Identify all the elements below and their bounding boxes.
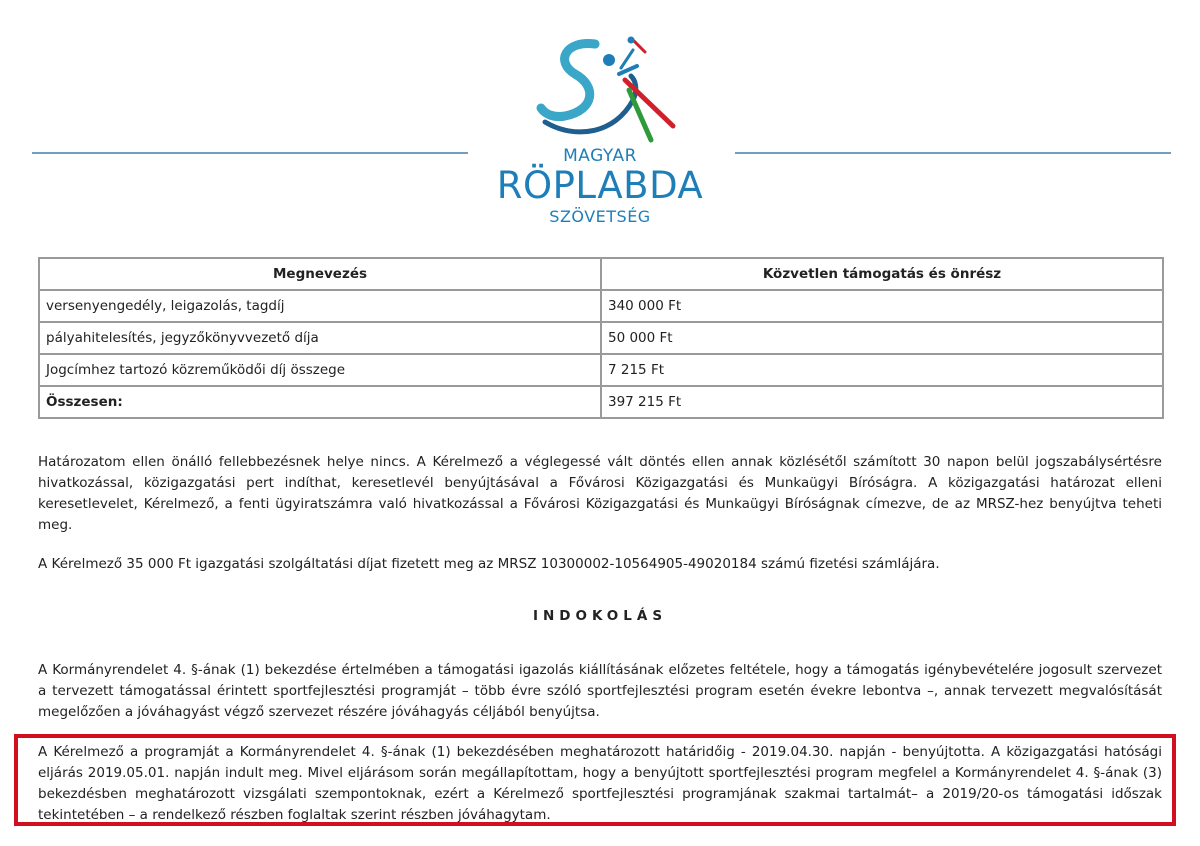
volleyball-player-logo-icon bbox=[525, 30, 695, 145]
section-heading-indokolas: INDOKOLÁS bbox=[532, 608, 668, 624]
highlighted-paragraph: A Kérelmező a programját a Kormányrendelet 4. §-ának (1) bekezdésében meghatározott határidőig - 2019.04.30. napján - benyújtotta. A közigazgatási hatósági eljárás 2019.05.01. napján indult meg. Mivel eljárásom során megállapítottam, hogy a benyújtott sportfejlesztési program megfelel a Kormányrendelet 4. §-ának (3) bekezdésben meghatározott vizsgálati szempontoknak, ezért a Kérelmező sportfejlesztési programjának szakmai tartalmát– a 2019/20-os támogatási időszak tekintetében – a rendelkező részben foglaltak szerint részben jóváhagytam. bbox=[38, 744, 1162, 823]
column-header-name: Megnevezés bbox=[39, 258, 601, 290]
table-header-row bbox=[39, 258, 1163, 290]
row-name: Jogcímhez tartozó közreműködői díj összege bbox=[39, 354, 601, 386]
header-rule-left bbox=[32, 152, 468, 154]
table-row bbox=[39, 322, 1163, 354]
total-amount: 397 215 Ft bbox=[601, 386, 1163, 418]
column-header-amount: Közvetlen támogatás és önrész bbox=[601, 258, 1163, 290]
logo-text-szovetseg: SZÖVETSÉG bbox=[549, 207, 651, 226]
total-label: Összesen: bbox=[39, 386, 601, 418]
logo-text-roplabda: RÖPLABDA bbox=[496, 164, 704, 207]
fee-payment-paragraph: A Kérelmező 35 000 Ft igazgatási szolgáltatási díjat fizetett meg az MRSZ 10300002-10564905-49020184 számú fizetési számlájára. bbox=[38, 556, 940, 572]
table-row bbox=[39, 354, 1163, 386]
table-row bbox=[39, 290, 1163, 322]
letterhead bbox=[0, 0, 1200, 240]
header-rule-right bbox=[735, 152, 1171, 154]
row-amount: 50 000 Ft bbox=[601, 322, 1163, 354]
row-amount: 340 000 Ft bbox=[601, 290, 1163, 322]
logo-text-magyar: MAGYAR bbox=[563, 146, 637, 166]
row-name: pályahitelesítés, jegyzőkönyvvezető díja bbox=[39, 322, 601, 354]
row-amount: 7 215 Ft bbox=[601, 354, 1163, 386]
table-total-row bbox=[39, 386, 1163, 418]
row-name: versenyengedély, leigazolás, tagdíj bbox=[39, 290, 601, 322]
appeal-paragraph: Határozatom ellen önálló fellebbezésnek helye nincs. A Kérelmező a véglegessé vált döntés ellen annak közlésétől számított 30 napon belül jogszabálysértésre hivatkozással, közigazgatási pert indíthat, keresetlevél benyújtásával a Fővárosi Közigazgatási és Munkaügyi Bíróságra. A közigazgatási határozat elleni keresetlevelet, Kérelmező, a fenti ügyiratszámra való hivatkozással a Fővárosi Közigazgatási és Munkaügyi Bíróságnak címezve, de az MRSZ-hez benyújtva teheti meg. bbox=[38, 454, 1162, 533]
fee-table bbox=[38, 257, 1164, 419]
justification-paragraph: A Kormányrendelet 4. §-ának (1) bekezdése értelmében a támogatási igazolás kiállításának előzetes feltétele, hogy a támogatás igénybevételére jogosult szervezet a tervezett támogatással érintett sportfejlesztési programját – több évre szóló sportfejlesztési program esetén évekre lebontva –, annak tervezett megvalósítását megelőzően a jóváhagyást végző szervezet részére jóváhagyás céljából benyújtsa. bbox=[38, 662, 1162, 720]
